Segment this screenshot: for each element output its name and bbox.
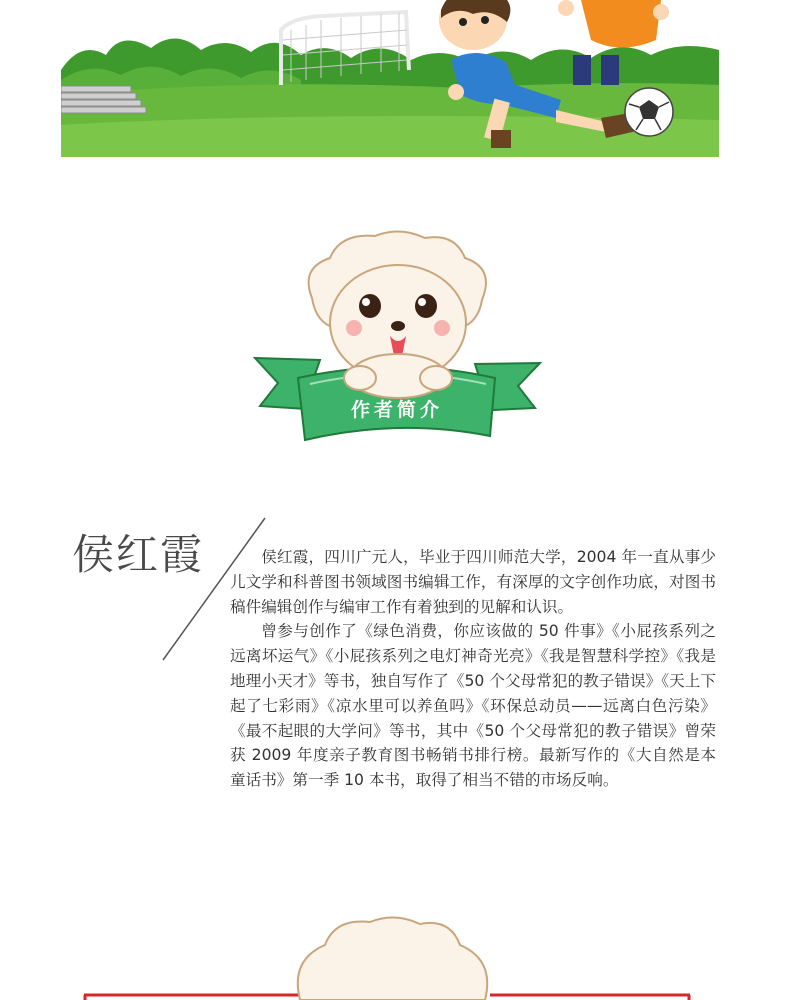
- bio-paragraph-1: 侯红霞，四川广元人，毕业于四川师范大学，2004 年一直从事少儿文学和科普图书领域图书编辑工作，有深厚的文字创作功底，对图书稿件编辑创作与编审工作有着独到的见解和认识。: [230, 548, 716, 616]
- bio-paragraph-2: 曾参与创作了《绿色消费，你应该做的 50 件事》《小屁孩系列之远离坏运气》《小屁孩系列之电灯神奇光亮》《我是智慧科学控》《我是地理小天才》等书，独自写作了《50 个父母常犯的教子错误》《天上下起了七彩雨》《凉水里可以养鱼吗》《环保总动员——远离白色污染》《最不起眼的大学问》等书，其中《50 个父母常犯的教子错误》曾荣获 2009 年度亲子教育图书畅销书排行榜。最新写作的《大自然是本童话书》第一季 10 本书，取得了相当不错的市场反响。: [230, 622, 716, 790]
- bottom-dog-mascot: [0, 910, 790, 1000]
- soccer-banner-illustration: [61, 0, 719, 157]
- author-name: 侯红霞: [72, 530, 205, 579]
- author-biography: [230, 545, 716, 793]
- section-title-author-intro: 作者简介: [350, 399, 443, 421]
